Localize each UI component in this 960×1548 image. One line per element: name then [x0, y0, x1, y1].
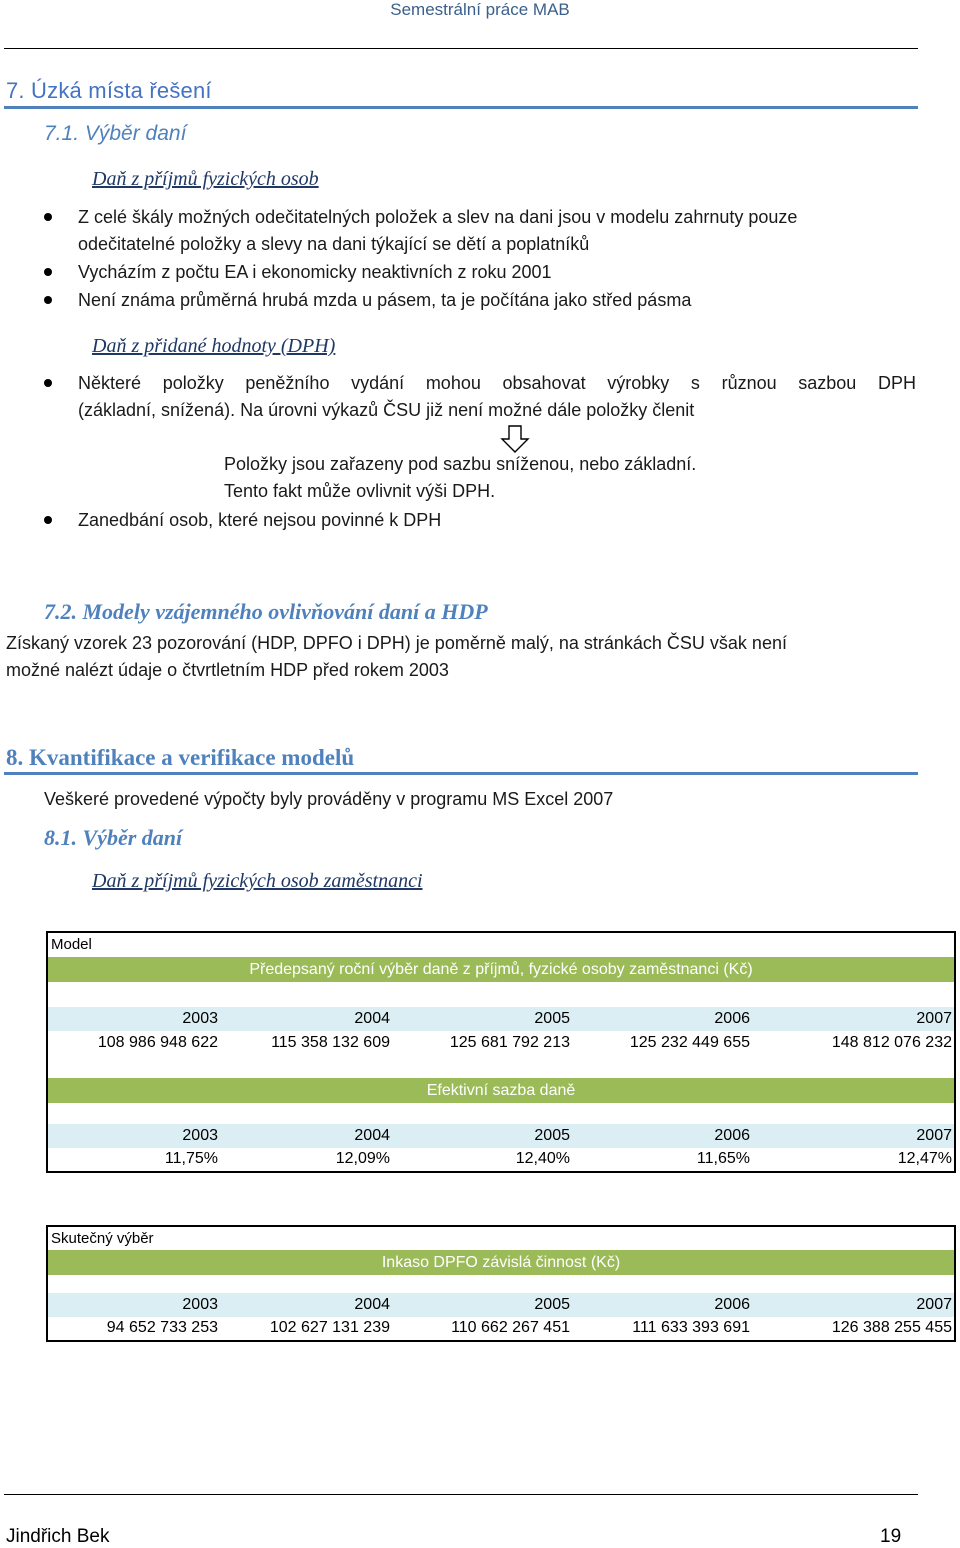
section-8-intro: Veškeré provedené výpočty byly prováděny v programu MS Excel 2007: [44, 789, 614, 809]
section-8-heading: 8. Kvantifikace a verifikace modelů: [6, 745, 355, 770]
section-7-2-heading: 7.2. Modely vzájemného ovlivňování daní a HDP: [44, 599, 488, 624]
bullet-text: Vycházím z počtu EA i ekonomicky neaktivních z roku 2001: [78, 262, 552, 282]
rate-cell: 12,47%: [897, 1150, 952, 1167]
year-cell: 2004: [354, 1127, 390, 1144]
rate-years-row: [48, 1124, 954, 1148]
value-cell: 115 358 132 609: [271, 1034, 390, 1051]
paragraph-cont: možné nalézt údaje o čtvrtletním HDP před rokem 2003: [6, 660, 449, 680]
bullet-marker: [44, 516, 52, 524]
section-7-rule: [4, 106, 918, 109]
actual-band-title: Inkaso DPFO závislá činnost (Kč): [48, 1250, 954, 1275]
model-years-row: [48, 1007, 954, 1031]
footer-rule: [4, 1494, 918, 1495]
bullet-text-cont: odečitatelné položky a slevy na dani týkající se dětí a poplatníků: [78, 234, 590, 254]
value-cell: 110 662 267 451: [451, 1319, 570, 1336]
value-cell: 126 388 255 455: [831, 1319, 952, 1336]
page-number: 19: [880, 1526, 902, 1547]
value-cell: 125 232 449 655: [629, 1034, 750, 1051]
year-cell: 2005: [534, 1010, 570, 1027]
section-8-1-heading: 8.1. Výběr daní: [44, 825, 183, 850]
arrow-result-line2: Tento fakt může ovlivnit výši DPH.: [224, 481, 496, 501]
year-cell: 2007: [916, 1010, 952, 1027]
rate-cell: 11,75%: [164, 1150, 218, 1167]
actual-table-caption: Skutečný výběr: [51, 1230, 154, 1247]
dpfo-subheading: Daň z příjmů fyzických osob: [92, 168, 319, 190]
effective-rate-band: Efektivní sazba daně: [48, 1078, 954, 1103]
year-cell: 2003: [182, 1127, 218, 1144]
year-cell: 2006: [714, 1296, 750, 1313]
value-cell: 125 681 792 213: [449, 1034, 570, 1051]
bullet-text: Některé položky peněžního vydání mohou obsahovat výrobky s různou sazbou DPH: [78, 373, 916, 393]
model-band-title: Předepsaný roční výběr daně z příjmů, fyzické osoby zaměstnanci (Kč): [48, 957, 954, 982]
paragraph: Získaný vzorek 23 pozorování (HDP, DPFO i DPH) je poměrně malý, na stránkách ČSU však není: [6, 633, 787, 653]
bullet-text: Zanedbání osob, které nejsou povinné k DPH: [78, 510, 442, 530]
bullet-text: Z celé škály možných odečitatelných položek a slev na dani jsou v modelu zahrnuty pouze: [78, 207, 798, 227]
value-cell: 108 986 948 622: [97, 1034, 218, 1051]
value-cell: 148 812 076 232: [831, 1034, 952, 1051]
year-cell: 2005: [534, 1296, 570, 1313]
year-cell: 2003: [182, 1010, 218, 1027]
rate-cell: 12,09%: [335, 1150, 390, 1167]
actual-years-row: [48, 1293, 954, 1317]
footer-author: Jindřich Bek: [6, 1526, 110, 1547]
rate-cell: 12,40%: [515, 1150, 570, 1167]
value-cell: 94 652 733 253: [106, 1319, 218, 1336]
dph-subheading: Daň z přidané hodnoty (DPH): [92, 335, 336, 357]
arrow-result-line1: Položky jsou zařazeny pod sazbu sníženou, nebo základní.: [224, 454, 697, 474]
section-7-1-heading: 7.1. Výběr daní: [44, 122, 187, 145]
year-cell: 2004: [354, 1296, 390, 1313]
dpfo-employees-subheading: Daň z příjmů fyzických osob zaměstnanci: [92, 870, 423, 892]
value-cell: 102 627 131 239: [269, 1319, 390, 1336]
bullet-marker: [44, 268, 52, 276]
model-values-row: [48, 1031, 954, 1055]
year-cell: 2006: [714, 1127, 750, 1144]
down-arrow-icon: [500, 425, 530, 453]
rate-cell: 11,65%: [696, 1150, 750, 1167]
page-header-title: Semestrální práce MAB: [390, 0, 570, 19]
bullet-marker: [44, 379, 52, 387]
year-cell: 2007: [916, 1296, 952, 1313]
bullet-text-cont: (základní, snížená). Na úrovni výkazů ČSU již není možné dále položky členit: [78, 400, 695, 420]
section-7-heading: 7. Úzká místa řešení: [6, 78, 212, 103]
year-cell: 2005: [534, 1127, 570, 1144]
model-table-caption: Model: [51, 936, 92, 953]
bullet-text: Není známa průměrná hrubá mzda u pásem, ta je počítána jako střed pásma: [78, 290, 692, 310]
bullet-marker: [44, 296, 52, 304]
year-cell: 2003: [182, 1296, 218, 1313]
value-cell: 111 633 393 691: [632, 1319, 750, 1336]
actual-table: [46, 1225, 956, 1342]
year-cell: 2007: [916, 1127, 952, 1144]
rate-values-row: [48, 1147, 954, 1171]
actual-values-row: [48, 1316, 954, 1340]
model-table: [46, 931, 956, 1173]
header-rule: [4, 48, 918, 49]
section-8-rule: [4, 772, 918, 775]
bullet-marker: [44, 213, 52, 221]
year-cell: 2004: [354, 1010, 390, 1027]
year-cell: 2006: [714, 1010, 750, 1027]
